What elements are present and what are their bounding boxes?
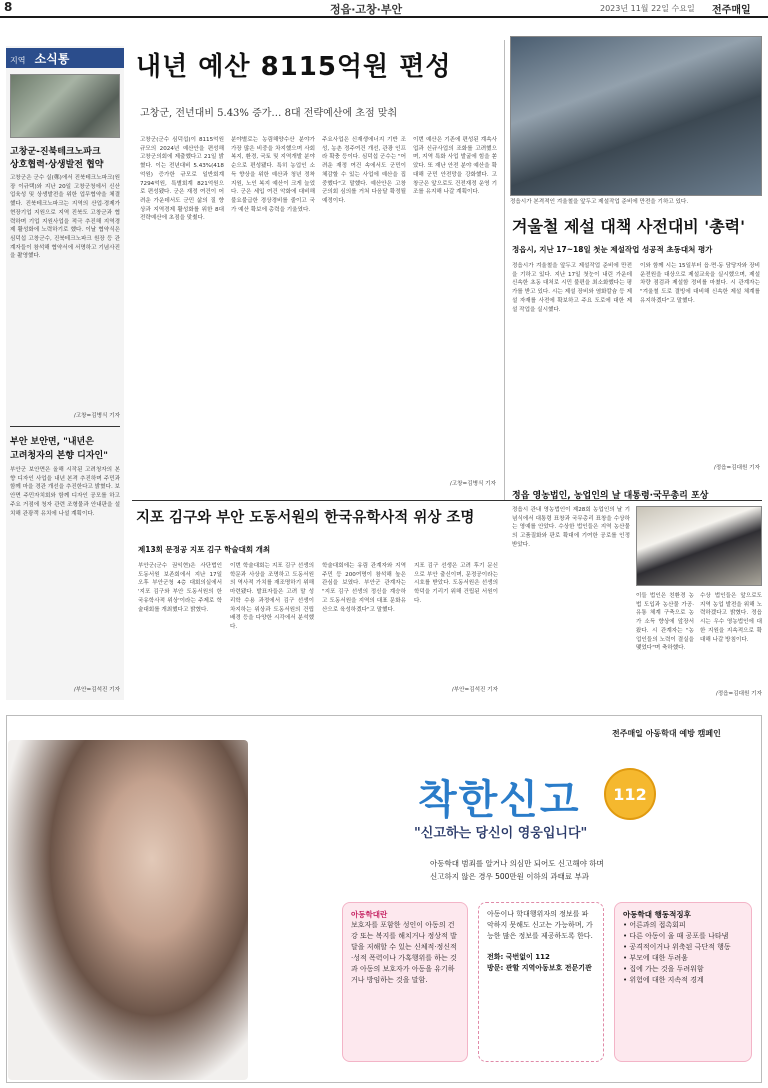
- award-ceremony-photo: [636, 506, 762, 586]
- sidebar-photo-signing: [10, 74, 120, 138]
- snow-byline: /정읍=김대원 기자: [713, 465, 760, 471]
- ad-box3-item: • 어른과의 접촉회피: [623, 921, 686, 929]
- snow-headline: 겨울철 제설 대책 사전대비 '총력': [512, 217, 746, 236]
- budget-col-2: 분야별로는 농림해양수산 분야가 가장 많은 비중을 차지했으며 사회복지, 환경, 국토 및 지역개발 분야 순으로 편성됐다. 특히 농업인 소득 향상을 위한 예산과 청년 정착 지원, 노인 복지 예산이 크게 늘었다. 군은 세입 여건 악화에 대비해 불요불급한 경상경비를 줄이고 국가 예산 확보에 총력을 기울였다.: [231, 137, 315, 213]
- sidebar-tag-small: 지역: [10, 56, 26, 65]
- column-divider: [504, 40, 505, 500]
- snow-col-1: 정읍시가 겨울철을 앞두고 제설작업 준비에 만전을 기하고 있다. 지난 17일 첫눈이 내린 가운데 신속한 초동 대처로 시민 불편을 최소화했다는 평가를 받고 있다. 시는 제설 장비와 염화칼슘 등 제설 자재를 사전에 확보하고 주요 도로에 대한 제설 작업을 실시했다.: [512, 263, 632, 313]
- page-number: 8: [4, 0, 13, 14]
- snow-col-2: 이와 함께 시는 15일부터 읍·면·동 담당자와 장비운전원을 대상으로 제설교육을 실시했으며, 제설차량 점검과 제설함 정비를 마쳤다. 시 관계자는 "겨울철 도로 결빙에 대비해 신속한 제설 체계를 유지하겠다"고 말했다.: [640, 263, 760, 304]
- geomun-col-3: 학술대회에는 유림 관계자와 지역 주민 등 200여명이 참석해 높은 관심을 보였다. 부안군 관계자는 "지포 김구 선생의 정신을 계승하고 도동서원을 지역의 대표 문화유산으로 육성하겠다"고 말했다.: [322, 563, 406, 613]
- ad-slogan: "신고하는 당신이 영웅입니다": [414, 826, 588, 841]
- ad-box3-item: • 다른 아동이 울 때 공포를 나타냄: [623, 932, 729, 940]
- ad-box-how-to-report: [478, 902, 604, 1062]
- geomun-headline: 지포 김구와 부안 도동서원의 한국유학사적 위상 조명: [136, 509, 475, 526]
- ad-box1-title: 아동학대란: [351, 910, 388, 919]
- sidebar-byline-2: /부안=김석진 기자: [73, 687, 120, 693]
- issue-date: 2023년 11월 22일 수요일: [600, 4, 695, 13]
- ad-desc-1: 아동학대 범죄를 알거나 의심만 되어도 신고해야 하며: [430, 859, 604, 868]
- ad-box3-item: • 공격적이거나 위축된 극단적 행동: [623, 943, 731, 951]
- ad-badge-icon: [604, 768, 656, 820]
- paper-name: 전주매일: [712, 5, 751, 16]
- ad-box2-phone: 전화: 국번없이 112: [487, 953, 550, 961]
- snow-subheadline: 정읍시, 지난 17~18일 첫눈 제설작업 성공적 초동대처 평가: [512, 245, 713, 254]
- ad-box1-text: 보호자를 포함한 성인이 아동의 건강 또는 복지를 해치거나 정상적 발달을 저해할 수 있는 신체적·정신적·성적 폭력이나 가혹행위를 하는 것과 아동의 보호자가 아동을 유기하거나 방임하는 것을 말함.: [351, 921, 457, 984]
- sidebar-byline-1: /고창=김병식 기자: [73, 413, 120, 419]
- budget-col-4: 이번 예산은 기존에 편성된 계속사업과 신규사업의 조화를 고려했으며, 지역 특화 사업 발굴에 힘을 쏟았다. 또 재난 안전 분야 예산을 확대해 군민 안전망을 강화했다. 고창군은 앞으로도 건전재정 운영 기조를 유지해 나갈 계획이다.: [413, 137, 497, 196]
- geomun-subheadline: 제13회 문정공 지포 김구 학술대회 개최: [138, 545, 271, 554]
- award-headline: 정읍 영농법인, 농업인의 날 대통령·국무총리 포상: [512, 491, 709, 501]
- ad-logo: 착한신고: [418, 777, 581, 823]
- sidebar-headline-1b: 상호협력·상생발전 협약: [10, 160, 104, 170]
- geomun-col-2: 이번 학술대회는 지포 김구 선생의 학문과 사상을 조명하고 도동서원의 역사적 가치를 재조명하기 위해 마련됐다. 발표자들은 고려 말 성리학 수용 과정에서 김구 선생이 차지하는 위상과 도동서원의 건립 배경 등을 다양한 시각에서 분석했다.: [230, 563, 314, 630]
- geomun-col-1: 부안군(군수 권익현)은 사단법인 도동서원 보존회에서 지난 17일 오후 부안군청 4층 대회의실에서 '지포 김구와 부안 도동서원의 한국유학사적 위상'이라는 주제로 학술대회를 개최했다고 밝혔다.: [138, 563, 222, 613]
- sidebar-tag-title: 소식통: [34, 52, 70, 66]
- budget-subheadline: 고창군, 전년대비 5.43% 증가… 8대 전략예산에 초점 맞춰: [140, 108, 398, 119]
- ad-desc-2: 신고하지 않은 경우 500만원 이하의 과태료 부과: [430, 872, 590, 881]
- award-byline: /정읍=김대원 기자: [715, 691, 762, 697]
- award-col-2: 이들 법인은 친환경 농법 도입과 농산물 가공·유통 체계 구축으로 농가 소득 향상에 앞장서 왔다. 시 관계자는 "농업인들의 노력이 결실을 맺었다"며 축하했다.: [636, 593, 694, 652]
- budget-headline: 내년 예산 8115억원 편성: [136, 52, 452, 82]
- sidebar-headline-1a: 고창군-진북테크노파크: [10, 147, 101, 157]
- sidebar-headline-2b: 고려청자의 본향 디자인": [10, 451, 108, 461]
- ad-box3-item: • 위험에 대한 지속적 경계: [623, 976, 704, 984]
- ad-top-label: 전주매일 아동학대 예방 캠페인: [612, 729, 721, 738]
- ad-badge-number: 112: [613, 785, 647, 804]
- ad-child-photo: [8, 740, 248, 1080]
- ad-box-what-is-abuse: [342, 902, 468, 1062]
- sidebar-body-2: 부안군 보안면은 올해 시작된 고려청자의 본향 디자인 사업을 내년 본격 추진하며 주민과 함께 마을 경관 개선을 추진한다고 밝혔다. 보안면 주민자치회와 함께 디자인 공모를 하고 주요 거점에 청자 관련 조형물과 안내판을 설치해 관광객 유치에 나설 계획이다.: [10, 467, 120, 517]
- sidebar-divider: [10, 426, 120, 427]
- award-col-3: 수상 법인들은 앞으로도 지역 농업 발전을 위해 노력하겠다고 밝혔다. 정읍시는 우수 영농법인에 대한 지원을 지속적으로 확대해 나갈 방침이다.: [700, 593, 762, 643]
- page-header: [0, 0, 768, 18]
- snow-photo-caption: 정읍시가 본격적인 겨울철을 앞두고 제설작업 준비에 만전을 기하고 있다.: [510, 199, 689, 205]
- ad-box2-visit: 방문: 관할 지역아동보호 전문기관: [487, 964, 592, 972]
- geomun-byline: /부안=김석진 기자: [451, 687, 498, 693]
- sidebar-tag: [6, 48, 124, 68]
- budget-byline: /고창=김병식 기자: [449, 481, 496, 487]
- budget-col-3: 주요사업은 신재생에너지 기반 조성, 농촌 정주여건 개선, 관광 인프라 확충 등이다. 심덕섭 군수는 "어려운 재정 여건 속에서도 군민이 체감할 수 있는 사업에 예산을 집중했다"고 말했다. 예산안은 고창군의회 심의를 거쳐 다음달 확정될 예정이다.: [322, 137, 406, 204]
- sidebar-headline-2a: 부안 보안면, "내년은: [10, 437, 94, 447]
- ad-box3-item: • 부모에 대한 두려움: [623, 954, 688, 962]
- snow-meeting-photo: [510, 36, 762, 196]
- budget-col-1: 고창군(군수 심덕섭)이 8115억원 규모의 2024년 예산안을 편성해 고창군의회에 제출했다고 21일 밝혔다. 이는 전년대비 5.43%(418억원) 증가한 규모로 일반회계 7294억원, 특별회계 821억원으로 편성됐다. 군은 재정 여건이 어려운 가운데서도 군민 삶의 질 향상과 지역경제 활성화를 위한 8대 전략예산에 초점을 맞췄다.: [140, 137, 224, 222]
- award-col-1: 정읍시 관내 영농법인이 제28회 농업인의 날 기념식에서 대통령 표창과 국무총리 표창을 수상하는 영예를 안았다. 수상한 법인들은 지역 농산물의 고품질화와 판로 확대에 기여한 공로를 인정받았다.: [512, 507, 630, 548]
- ad-box2-text: 아동이나 학대행위자의 정보를 파악하지 못해도 신고는 가능하며, 가능한 많은 정보를 제공하도록 한다.: [487, 910, 593, 940]
- ad-box3-title: 아동학대 행동적징후: [623, 910, 691, 919]
- geomun-col-4: 지포 김구 선생은 고려 후기 문신으로 부안 출신이며, 문정공이라는 시호를 받았다. 도동서원은 선생의 학덕을 기리기 위해 건립된 서원이다.: [414, 563, 498, 604]
- ad-box-behavior-signs: [614, 902, 752, 1062]
- section-title: 정읍·고창·부안: [330, 3, 403, 16]
- sidebar-body-1: 고창군은 군수 실(鄭)에서 진북테크노파크(원장 이규택)와 지난 20일 고창군청에서 신산업육성 및 상생발전을 위한 업무협약을 체결했다. 진북테크노파크는 지역의 산업·경제가 현장기업 지원으로 지역 진북도 고창군과 협력하며 기업 지원사업을 적극 추진해 지역경제 활성화에 노력하기로 했다. 이날 협약식은 심덕섭 고창군수, 진북테크노파크 원장 등 관계자들이 참석해 협약서에 서명하고 기념사진을 촬영했다.: [10, 175, 120, 260]
- ad-box3-item: • 집에 가는 것을 두려워함: [623, 965, 704, 973]
